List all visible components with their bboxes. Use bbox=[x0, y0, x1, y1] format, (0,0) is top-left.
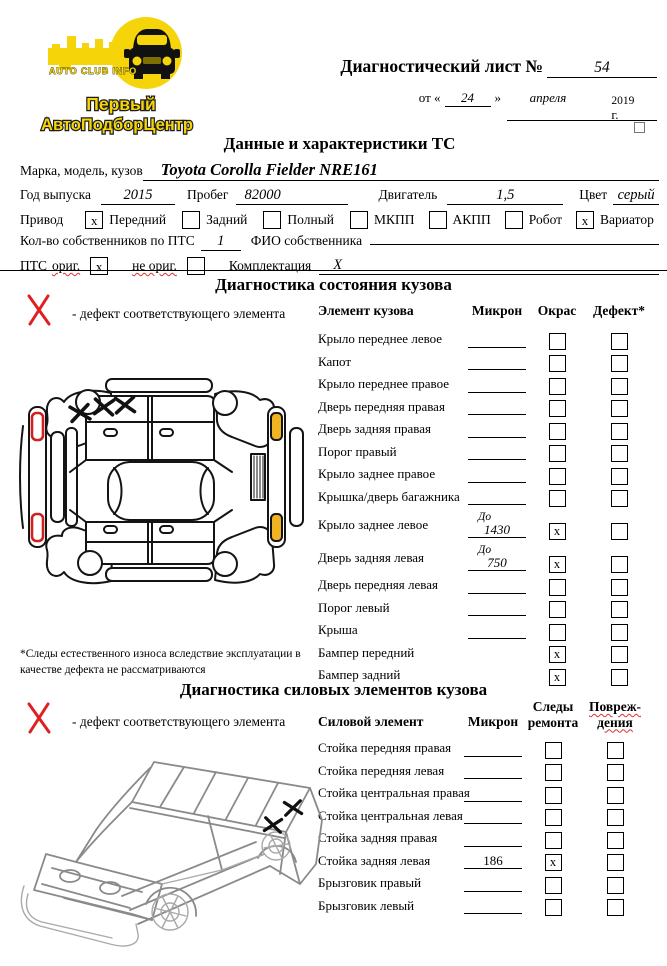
make-field[interactable]: Toyota Corolla Fielder NRE161 bbox=[143, 160, 659, 181]
year-field[interactable]: 2015 bbox=[101, 187, 175, 205]
taillight-right-icon bbox=[32, 514, 43, 541]
col-repair bbox=[522, 699, 584, 730]
date-close-quote: » bbox=[494, 90, 501, 105]
paint-cell bbox=[526, 333, 588, 350]
vehicle-data-section bbox=[20, 134, 659, 275]
paint-cell bbox=[526, 624, 588, 641]
damage-cell bbox=[584, 787, 646, 804]
repair-checkbox[interactable]: x bbox=[545, 854, 562, 871]
defect-cell bbox=[588, 400, 650, 417]
element-label: Крыло переднее правое bbox=[318, 376, 450, 392]
body-legend-text: - дефект соответствующего элемента bbox=[72, 306, 286, 321]
paint-cell bbox=[526, 556, 588, 573]
element-label: Капот bbox=[318, 353, 352, 369]
repair-cell bbox=[522, 764, 584, 781]
micron-value: 1430 bbox=[484, 522, 510, 538]
micron-field[interactable] bbox=[468, 482, 526, 483]
paint-checkbox[interactable] bbox=[549, 378, 566, 395]
gearbox-1-checkbox[interactable] bbox=[429, 211, 447, 229]
defect-checkbox[interactable] bbox=[611, 378, 628, 395]
table-row bbox=[318, 895, 662, 918]
drive-1-checkbox[interactable] bbox=[182, 211, 200, 229]
element-label: Дверь передняя левая bbox=[318, 577, 438, 593]
paint-checkbox[interactable] bbox=[549, 490, 566, 507]
micron-field[interactable] bbox=[464, 823, 522, 824]
headlight-right-icon bbox=[271, 514, 282, 541]
col-element: Элемент кузова bbox=[318, 303, 414, 318]
paint-checkbox[interactable] bbox=[549, 468, 566, 485]
paint-cell bbox=[526, 579, 588, 596]
paint-checkbox[interactable]: x bbox=[549, 669, 566, 686]
damage-cell bbox=[584, 764, 646, 781]
table-row bbox=[318, 463, 662, 486]
defect-checkbox[interactable] bbox=[611, 556, 628, 573]
paint-cell bbox=[526, 355, 588, 372]
defect-cell bbox=[588, 378, 650, 395]
element-label: Крыша bbox=[318, 622, 358, 638]
drive-0-label: Передний bbox=[109, 212, 167, 227]
damage-checkbox[interactable] bbox=[607, 742, 624, 759]
micron-field[interactable] bbox=[464, 756, 522, 757]
paint-checkbox[interactable] bbox=[549, 423, 566, 440]
table-row bbox=[318, 872, 662, 895]
drive-0-checkbox[interactable]: x bbox=[85, 211, 103, 229]
paint-cell bbox=[526, 646, 588, 663]
element-label: Дверь задняя левая bbox=[318, 549, 425, 565]
sheet-title: Диагностический лист № bbox=[340, 56, 543, 76]
defect-x-icon bbox=[24, 292, 54, 328]
col-defect: Дефект* bbox=[592, 303, 646, 318]
repair-cell bbox=[522, 854, 584, 871]
defect-checkbox[interactable] bbox=[611, 423, 628, 440]
micron-field[interactable] bbox=[468, 593, 526, 594]
defect-checkbox[interactable] bbox=[611, 333, 628, 350]
engine-field[interactable]: 1,5 bbox=[447, 187, 563, 205]
repair-cell bbox=[522, 832, 584, 849]
element-label: Стойка задняя левая bbox=[318, 852, 431, 868]
micron-field[interactable] bbox=[464, 801, 522, 802]
power-section-title: Диагностика силовых элементов кузова bbox=[179, 680, 488, 699]
col-paint: Окрас bbox=[537, 303, 577, 318]
defect-checkbox[interactable] bbox=[611, 624, 628, 641]
repair-checkbox[interactable] bbox=[545, 899, 562, 916]
engine-label: Двигатель bbox=[378, 187, 438, 202]
micron-field[interactable] bbox=[468, 392, 526, 393]
owner-name-label: ФИО собственника bbox=[250, 233, 363, 248]
micron-field[interactable] bbox=[468, 615, 526, 616]
table-row bbox=[318, 541, 662, 574]
drive-1-label: Задний bbox=[206, 212, 248, 227]
header bbox=[327, 56, 657, 121]
element-label: Стойка передняя правая bbox=[318, 740, 452, 756]
defect-checkbox[interactable] bbox=[611, 646, 628, 663]
damage-cell bbox=[584, 854, 646, 871]
company-logo bbox=[33, 8, 221, 136]
damage-checkbox[interactable] bbox=[607, 764, 624, 781]
owner-name-field[interactable] bbox=[370, 244, 659, 245]
defect-x-icon bbox=[24, 700, 54, 736]
table-row bbox=[318, 850, 662, 873]
table-row bbox=[318, 328, 662, 351]
element-label: Брызговик правый bbox=[318, 875, 422, 891]
pts-orig-checkbox[interactable]: x bbox=[90, 257, 108, 275]
damage-cell bbox=[584, 877, 646, 894]
paint-checkbox[interactable] bbox=[549, 445, 566, 462]
drive-label: Привод bbox=[20, 212, 64, 227]
defect-cell bbox=[588, 579, 650, 596]
table-row bbox=[318, 351, 662, 374]
table-row bbox=[318, 396, 662, 419]
paint-checkbox[interactable] bbox=[549, 355, 566, 372]
micron-field[interactable] bbox=[468, 369, 526, 370]
defect-cell bbox=[588, 355, 650, 372]
date-day-field[interactable]: 24 bbox=[445, 90, 491, 107]
micron-field[interactable] bbox=[468, 544, 526, 571]
micron-field[interactable] bbox=[468, 638, 526, 639]
paint-cell bbox=[526, 601, 588, 618]
gearbox-1-label: АКПП bbox=[452, 212, 491, 227]
body-section-title: Диагностика состояния кузова bbox=[215, 275, 452, 294]
element-label: Крыло заднее левое bbox=[318, 516, 429, 532]
table-row bbox=[318, 597, 662, 620]
wear-footnote: *Следы естественного износа вследствие эксплуатации в качестве дефекта не рассматриваются bbox=[20, 648, 301, 676]
paint-checkbox[interactable] bbox=[549, 579, 566, 596]
repair-checkbox[interactable] bbox=[545, 787, 562, 804]
paint-checkbox[interactable] bbox=[549, 624, 566, 641]
owners-label: Кол-во собственников по ПТС bbox=[20, 233, 195, 248]
element-label: Стойка центральная правая bbox=[318, 785, 470, 801]
gearbox-0-label: МКПП bbox=[374, 212, 415, 227]
drive-2-label: Полный bbox=[287, 212, 334, 227]
paint-cell bbox=[526, 400, 588, 417]
table-row bbox=[318, 827, 662, 850]
color-field[interactable]: серый bbox=[613, 187, 659, 205]
paint-cell bbox=[526, 490, 588, 507]
paint-checkbox[interactable] bbox=[549, 400, 566, 417]
table-row bbox=[318, 486, 662, 509]
repair-checkbox[interactable] bbox=[545, 877, 562, 894]
paint-cell bbox=[526, 423, 588, 440]
table-row bbox=[318, 805, 662, 828]
section-divider bbox=[0, 270, 667, 271]
defect-cell bbox=[588, 556, 650, 573]
micron-prefix: До bbox=[478, 511, 492, 524]
paint-cell bbox=[526, 468, 588, 485]
damage-cell bbox=[584, 742, 646, 759]
col-power-element: Силовой элемент bbox=[318, 714, 424, 730]
sheet-number-field[interactable]: 54 bbox=[547, 59, 657, 78]
table-row bbox=[318, 441, 662, 464]
repair-cell bbox=[522, 809, 584, 826]
year-label: Год выпуска bbox=[20, 187, 91, 202]
paint-cell bbox=[526, 378, 588, 395]
drive-2-checkbox[interactable] bbox=[263, 211, 281, 229]
element-label: Крыло переднее левое bbox=[318, 331, 443, 347]
logo-club-text: AUTO CLUB INFO bbox=[49, 66, 138, 76]
defect-cell bbox=[588, 333, 650, 350]
micron-value: 750 bbox=[487, 555, 507, 571]
paint-checkbox[interactable] bbox=[549, 601, 566, 618]
damage-cell bbox=[584, 809, 646, 826]
car-frame-diagram bbox=[12, 738, 330, 962]
paint-checkbox[interactable] bbox=[549, 333, 566, 350]
defect-cell bbox=[588, 423, 650, 440]
gearbox-3-label: Вариатор bbox=[600, 212, 654, 227]
pts-not-orig-checkbox[interactable] bbox=[187, 257, 205, 275]
table-row bbox=[318, 642, 662, 665]
paint-checkbox[interactable]: x bbox=[549, 556, 566, 573]
defect-cell bbox=[588, 624, 650, 641]
paint-checkbox[interactable]: x bbox=[549, 523, 566, 540]
micron-field[interactable] bbox=[468, 437, 526, 438]
repair-cell bbox=[522, 742, 584, 759]
paint-cell bbox=[526, 523, 588, 540]
date-month-field[interactable] bbox=[507, 90, 657, 121]
date-prefix: от « bbox=[418, 90, 441, 105]
gearbox-3-checkbox[interactable]: x bbox=[576, 211, 594, 229]
corner-checkbox[interactable] bbox=[634, 122, 645, 133]
defect-checkbox[interactable] bbox=[611, 579, 628, 596]
repair-cell bbox=[522, 877, 584, 894]
defect-cell bbox=[588, 646, 650, 663]
owners-count-field[interactable]: 1 bbox=[201, 233, 241, 251]
micron-field[interactable] bbox=[468, 347, 526, 348]
element-label: Порог правый bbox=[318, 443, 397, 459]
body-elements-table bbox=[318, 303, 662, 687]
damage-checkbox[interactable] bbox=[607, 809, 624, 826]
micron-field[interactable] bbox=[468, 504, 526, 505]
gearbox-0-checkbox[interactable] bbox=[350, 211, 368, 229]
table-row bbox=[318, 574, 662, 597]
col-repair-line2: ремонта bbox=[527, 714, 579, 730]
element-label: Крыло заднее правое bbox=[318, 466, 436, 482]
micron-field[interactable] bbox=[464, 891, 522, 892]
damage-checkbox[interactable] bbox=[607, 854, 624, 871]
table-row bbox=[318, 782, 662, 805]
col-micron: Микрон bbox=[471, 303, 523, 318]
table-row bbox=[318, 373, 662, 396]
repair-checkbox[interactable] bbox=[545, 742, 562, 759]
taillight-left-icon bbox=[32, 413, 43, 440]
defect-checkbox[interactable] bbox=[611, 468, 628, 485]
element-label: Порог левый bbox=[318, 599, 390, 615]
logo-line1: Первый bbox=[86, 94, 156, 114]
col-damage-line2: дения bbox=[597, 714, 633, 730]
defect-checkbox[interactable] bbox=[611, 355, 628, 372]
micron-field[interactable] bbox=[464, 854, 522, 869]
mileage-field[interactable]: 82000 bbox=[236, 187, 348, 205]
element-label: Стойка задняя правая bbox=[318, 830, 438, 846]
paint-checkbox[interactable]: x bbox=[549, 646, 566, 663]
element-label: Бампер передний bbox=[318, 644, 415, 660]
date-year-suffix: г. bbox=[611, 106, 619, 122]
micron-field[interactable] bbox=[468, 414, 526, 415]
vehicle-section-title: Данные и характеристики ТС bbox=[223, 134, 456, 153]
table-row bbox=[318, 737, 662, 760]
micron-field[interactable] bbox=[468, 459, 526, 460]
make-label: Марка, модель, кузов bbox=[20, 163, 143, 178]
col-repair-line1: Следы bbox=[532, 699, 574, 714]
micron-field[interactable] bbox=[464, 913, 522, 914]
element-label: Дверь передняя правая bbox=[318, 398, 445, 414]
col-damage-line1: Повреж- bbox=[589, 699, 641, 714]
date-month: апреля bbox=[529, 90, 567, 105]
micron-field[interactable] bbox=[468, 511, 526, 538]
defect-checkbox[interactable] bbox=[611, 601, 628, 618]
gearbox-2-checkbox[interactable] bbox=[505, 211, 523, 229]
pts-orig-label: ориг. bbox=[52, 258, 81, 273]
micron-field[interactable] bbox=[464, 846, 522, 847]
defect-cell bbox=[588, 601, 650, 618]
car-top-view-diagram bbox=[18, 376, 310, 644]
repair-checkbox[interactable] bbox=[545, 764, 562, 781]
color-label: Цвет bbox=[579, 187, 608, 202]
element-label: Крышка/дверь багажника bbox=[318, 488, 460, 504]
defect-cell bbox=[588, 468, 650, 485]
element-label: Дверь задняя правая bbox=[318, 421, 432, 437]
damage-checkbox[interactable] bbox=[607, 787, 624, 804]
not-orig-text: не ориг. bbox=[132, 258, 177, 273]
defect-checkbox[interactable] bbox=[611, 445, 628, 462]
date-year: 2019 bbox=[611, 95, 635, 107]
col-micron: Микрон bbox=[467, 714, 519, 730]
micron-field[interactable] bbox=[464, 778, 522, 779]
defect-cell bbox=[588, 445, 650, 462]
mileage-label: Пробег bbox=[186, 187, 229, 202]
table-row bbox=[318, 508, 662, 541]
gearbox-2-label: Робот bbox=[528, 212, 563, 227]
paint-cell bbox=[526, 445, 588, 462]
power-elements-table bbox=[318, 699, 662, 917]
power-legend-text: - дефект соответствующего элемента bbox=[72, 714, 286, 729]
element-label: Бампер задний bbox=[318, 667, 401, 683]
damage-cell bbox=[584, 832, 646, 849]
defect-cell bbox=[588, 490, 650, 507]
table-row bbox=[318, 760, 662, 783]
element-label: Брызговик левый bbox=[318, 897, 415, 913]
pts-label: ПТС bbox=[20, 258, 47, 273]
table-row bbox=[318, 418, 662, 441]
defect-checkbox[interactable] bbox=[611, 523, 628, 540]
table-row bbox=[318, 619, 662, 642]
element-label: Стойка передняя левая bbox=[318, 762, 445, 778]
repair-cell bbox=[522, 899, 584, 916]
damage-cell bbox=[584, 899, 646, 916]
micron-value: 186 bbox=[483, 853, 503, 869]
defect-checkbox[interactable] bbox=[611, 400, 628, 417]
repair-cell bbox=[522, 787, 584, 804]
logo-line2: АвтоПодборЦентр bbox=[41, 116, 193, 134]
damage-checkbox[interactable] bbox=[607, 832, 624, 849]
repair-checkbox[interactable] bbox=[545, 832, 562, 849]
repair-checkbox[interactable] bbox=[545, 809, 562, 826]
headlight-left-icon bbox=[271, 413, 282, 440]
trim-field[interactable]: X bbox=[319, 257, 659, 275]
pts-not-orig-label bbox=[132, 258, 177, 274]
element-label: Стойка центральная левая bbox=[318, 807, 463, 823]
col-damage bbox=[584, 699, 646, 730]
defect-cell bbox=[588, 523, 650, 540]
micron-prefix: До bbox=[478, 544, 492, 557]
defect-checkbox[interactable] bbox=[611, 490, 628, 507]
damage-checkbox[interactable] bbox=[607, 877, 624, 894]
damage-checkbox[interactable] bbox=[607, 899, 624, 916]
trim-label: Комплектация bbox=[228, 258, 312, 273]
